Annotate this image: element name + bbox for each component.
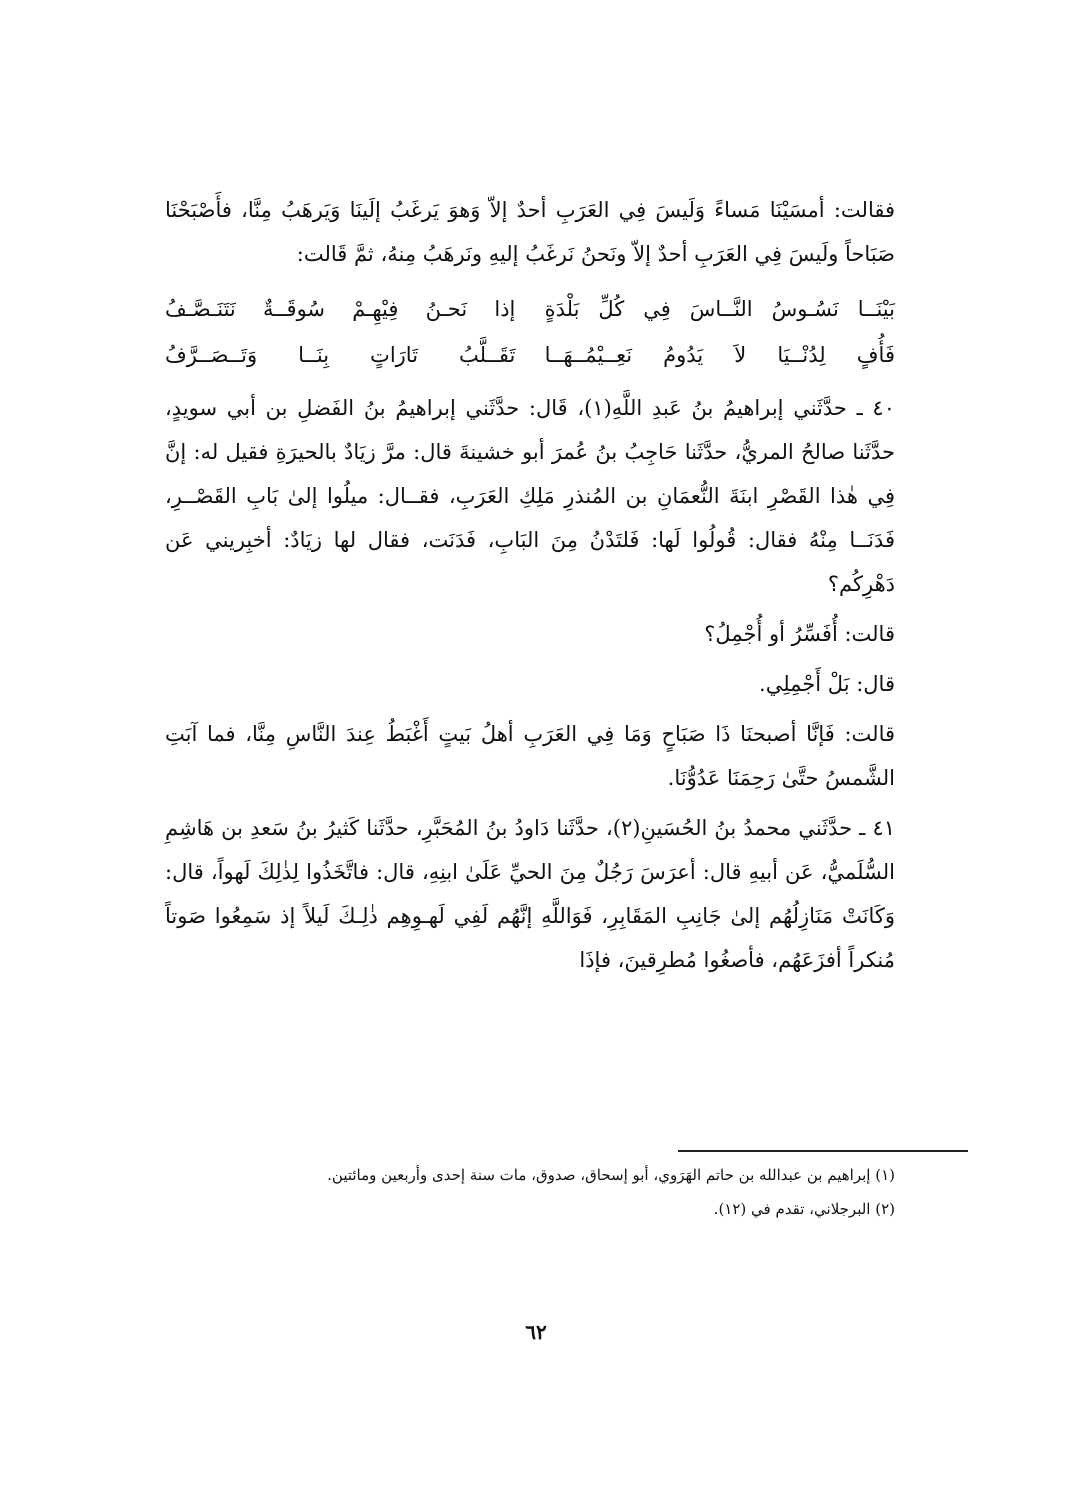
verse-line: [165, 332, 895, 378]
poem: [165, 286, 895, 378]
verse-second-hemistich: إذا نَحـنُ فِيْهِـمْ سُوقَــةٌ نَتَنَـصَّـفُ: [165, 297, 516, 321]
page-body: [165, 188, 895, 982]
paragraph: قال: بَلْ أَجْمِلِي.: [759, 672, 895, 696]
verse-second-hemistich: تَقَــلَّبُ تَارَاتٍ بِنَــا وَتَــصَــرَّفُ: [165, 343, 516, 367]
paragraph-hadith-41: ٤١ ـ حدَّثَني محمدُ بنُ الحُسَينِ(٢)، حدَّثَنا دَاودُ بنُ المُحَبَّرِ، حدَّثَنا كَثيرُ بنُ سَعدِ بن هَاشِمِ السُّلَميُّ، عَن أبيهِ قال: أعرَسَ رَجُلٌ مِنَ الحيِّ عَلَىٰ ابنِهِ، قال: فاتَّخَذُوا لِذٰلِكَ لَهواً، قال: وَكَانَتْ مَنَازِلُهُم إلىٰ جَانِبِ المَقَابِرِ، فَوَاللَّهِ إنَّهُم لَفِي لَهـوِهِم ذٰلِـكَ لَيلاً إذ سَمِعُوا صَوتاً مُنكراً أفزَعَهُم، فأصغُوا مُطرِقينَ، فإذَا: [165, 816, 895, 972]
footnotes: [165, 1160, 895, 1224]
paragraph: فقالت: أمسَيْنَا مَساءً وَلَيسَ فِي العَرَبِ أحدٌ إلاّ وَهوَ يَرغَبُ إلَينَا وَيَرهَبُ مِنَّا، فأَصْبَحْنَا صَبَاحاً ولَيسَ فِي العَرَبِ أحدٌ إلاّ ونَحنُ نَرغَبُ إليهِ ونَرهَبُ مِنهُ، ثمَّ قَالت:: [165, 198, 895, 266]
page-number: ٦٢: [525, 1320, 547, 1344]
verse-first-hemistich: فَأُفٍ لِدُنْــيَا لاَ يَدُومُ نَعِــيْمُــهَــا: [544, 343, 895, 367]
verse-line: [165, 286, 895, 332]
footnote-divider: [678, 1150, 968, 1152]
verse-first-hemistich: بَيْنَــا نَسُـوسُ النَّــاسَ فِي كُلِّ بَلْدَةٍ: [544, 297, 895, 321]
paragraph: قالت: أُفَسِّرُ أو أُجْمِلُ؟: [704, 622, 895, 646]
footnote: (٢) البرجلاني، تقدم في (١٢).: [713, 1200, 895, 1218]
paragraph: قالت: فَإنَّا أصبحنَا ذَا صَبَاحٍ وَمَا فِي العَرَبِ أهلُ بَيتٍ أَغْبَطُ عِندَ النَّاسِ مِنَّا، فما آبَتِ الشَّمسُ حتَّىٰ رَحِمَنَا عَدُوُّنَا.: [165, 722, 895, 790]
footnote: (١) إبراهيم بن عبدالله بن حاتم الهَرَوي، أبو إسحاق، صدوق، مات سنة إحدى وأربعين ومائتين.: [327, 1166, 895, 1184]
paragraph-hadith-40: ٤٠ ـ حدَّثَني إبراهيمُ بنُ عَبدِ اللَّهِ(١)، قَال: حدَّثَني إبراهيمُ بنُ الفَضلِ بن أبي سويدٍ، حدَّثَنا صالحُ المريُّ، حدَّثَنا حَاجِبُ بنُ عُمرَ أبو خشينةَ قال: مرَّ زيَادٌ بالحيرَةِ فقيل له: إنَّ فِي هٰذا القَصْرِ ابنَةَ النُّعمَانِ بن المُنذرِ مَلِكِ العَرَبِ، فقــال: ميلُوا إلىٰ بَابِ القَصْــرِ، فَدَنَــا مِنْهُ فقال: قُولُوا لَها: فَلتَدْنُ مِنَ البَابِ، فَدَنَت، فقال لها زيَادٌ: أخبِريني عَن دَهْرِكُم؟: [165, 396, 895, 596]
